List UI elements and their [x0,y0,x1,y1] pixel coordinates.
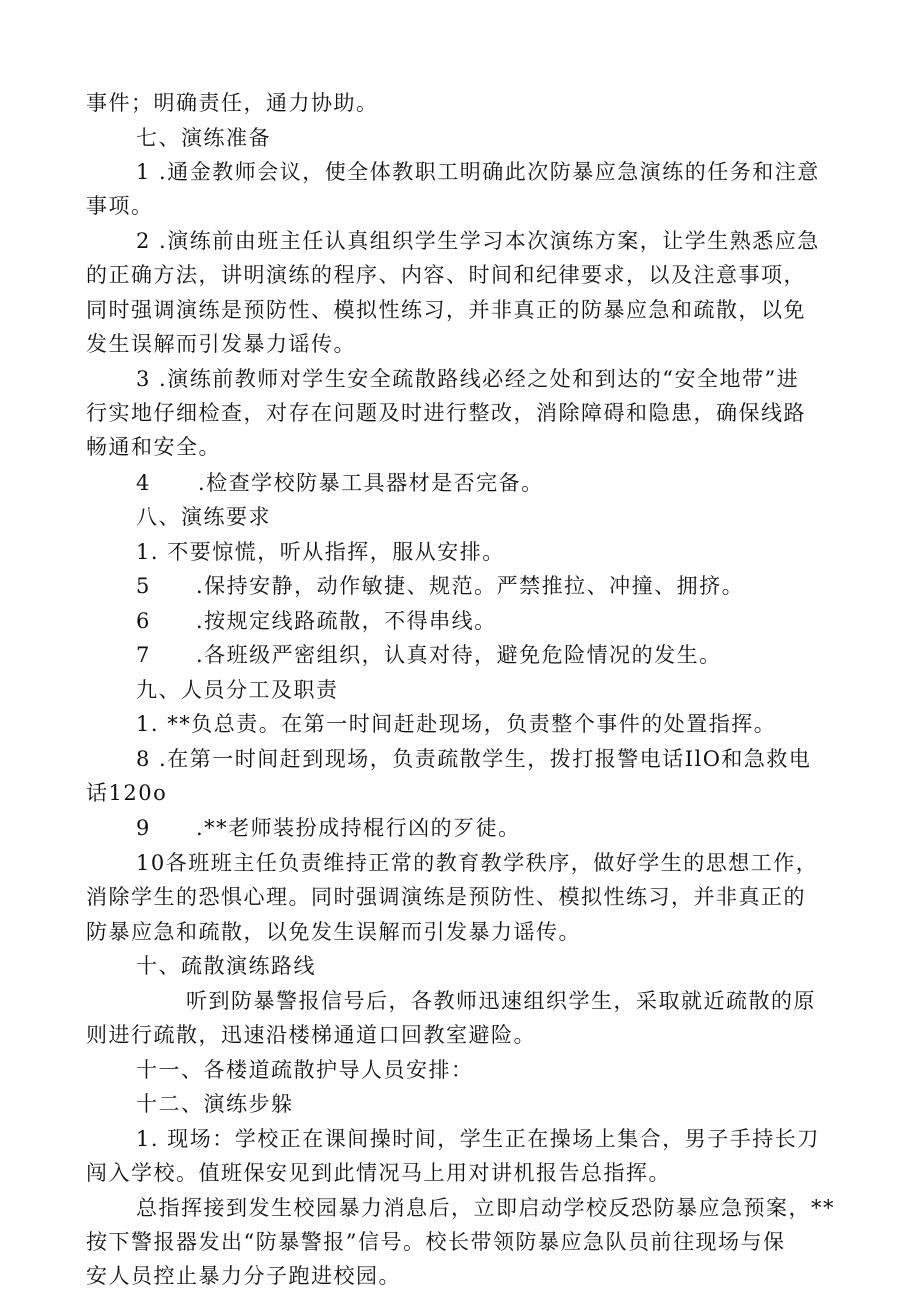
item-number: 7 [136,643,151,667]
text-line-23: 10各班班主任负责维持正常的教育教学秩序，做好学生的思想工作， [136,851,819,875]
section-heading-steps: 十二、演练步躲 [136,1092,294,1116]
text-line-14: 1. 不要惊慌，听从指挥，服从安排。 [136,540,505,564]
text-line-19: 1. **负总责。在第一时间赶赴现场，负责整个事件的处置指挥。 [136,712,777,736]
item-number: 6 [136,609,151,633]
text-line-32: 闯入学校。值班保安见到此情况马上用对讲机报告总指挥。 [86,1161,671,1185]
text-line-31: 1. 现场：学校正在课间操时间，学生正在操场上集合，男子手持长刀 [136,1127,820,1151]
text-line-16 [136,604,896,638]
text-line-5: 2 .演练前由班主任认真组织学生学习本次演练方案，让学生熟悉应急 [136,229,820,253]
text-line-20: 8 .在第一时间赶到现场，负责疏散学生，拨打报警电话IlO和急救电 [136,747,812,771]
text-line-28: 则进行疏散，迅速沿楼梯通道口回教室避险。 [86,1023,536,1047]
text-line-33: 总指挥接到发生校园暴力消息后，立即启动学校反恐防暴应急预案，** [136,1196,835,1220]
text-line-11: 畅通和安全。 [86,435,221,459]
item-text: .各班级严密组织，认真对待，避免危险情况的发生。 [196,643,722,667]
text-line-1: 事件；明确责任，通力协助。 [86,91,379,115]
text-line-34: 按下警报器发出“防暴警报”信号。校长带领防暴应急队员前往现场与保 [86,1230,786,1254]
section-heading-preparation: 七、演练准备 [136,126,271,150]
text-line-3: 1 .通金教师会议，使全体教职工明确此次防暴应急演练的任务和注意 [136,160,820,184]
text-line-17 [136,638,896,672]
text-line-21: 话120o [86,781,168,805]
item-text: .**老师装扮成持棍行凶的歹徒。 [196,816,521,840]
section-heading-corridors: 十一、各楼道疏散护导人员安排： [136,1058,474,1082]
text-line-6: 的正确方法，讲明演练的程序、内容、时间和纪律要求，以及注意事项， [86,263,806,287]
item-number: 5 [136,574,151,598]
text-line-35: 安人员控止暴力分子跑进校园。 [86,1264,401,1288]
text-line-10: 行实地仔细检查，对存在问题及时进行整改，消除障碍和隐患，确保线路 [86,401,806,425]
item-text: .按规定线路疏散，不得串线。 [196,609,497,633]
item-text: .保持安静，动作敏捷、规范。严禁推拉、冲撞、拥挤。 [196,574,745,598]
text-line-27: 听到防暴警报信号后，各教师迅速组织学生，采取就近疏散的原 [186,989,816,1013]
text-line-7: 同时强调演练是预防性、模拟性练习，并非真正的防暴应急和疏散，以免 [86,298,806,322]
text-line-22 [136,811,896,845]
item-number: 9 [136,816,151,840]
text-line-24: 消除学生的恐惧心理。同时强调演练是预防性、模拟性练习，并非真正的 [86,885,806,909]
item-text: .检查学校防暴工具器材是否完备。 [198,471,544,495]
text-line-12 [136,466,896,500]
text-line-8: 发生误解而引发暴力谣传。 [86,332,356,356]
text-line-4: 事项。 [86,194,154,218]
text-line-15 [136,569,896,603]
text-line-9: 3 .演练前教师对学生安全疏散路线必经之处和到达的“安全地带”进 [136,367,800,391]
section-heading-requirements: 八、演练要求 [136,505,271,529]
section-heading-route: 十、疏散演练路线 [136,954,316,978]
item-number: 4 [136,471,151,495]
text-line-25: 防暴应急和疏散，以免发生误解而引发暴力谣传。 [86,920,581,944]
section-heading-roles: 九、人员分工及职责 [136,678,339,702]
